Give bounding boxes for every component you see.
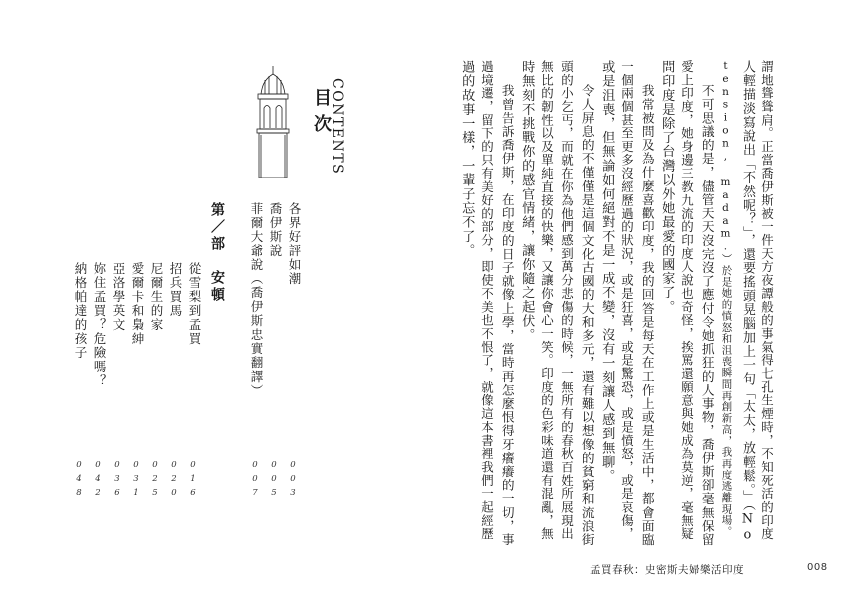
toc-entry-page: 016 — [188, 460, 198, 502]
body-text-column: 頭的小乞丐，而就在你為他們感到萬分悲傷的時候，一無所有的春秋百姓所展現出 — [559, 60, 575, 541]
text-page — [425, 0, 850, 603]
body-text-column: 過的故事一樣，一輩子忘不了。 — [459, 60, 475, 258]
toc-entry-title: 妳住孟買？危險嗎？ — [92, 262, 107, 388]
body-text-column: 不可思議的是，儘管天天沒完沒了應付令她抓狂的人事物，喬伊斯卻毫無保留 — [699, 84, 715, 547]
toc-entry-page: 005 — [269, 460, 279, 502]
body-text-column: 我曾告訴喬伊斯，在印度的日子就像上學，當時再怎麼恨得牙癢癢的一切，事 — [499, 84, 515, 547]
body-text-column: 我常被問及為什麼喜歡印度，我的回答是每天在工作上或是生活中，都會面臨 — [639, 84, 655, 547]
body-text-column: 令人屏息的不僅僅是這個文化古國的大和多元，還有難以想像的貧窮和流浪街 — [579, 84, 595, 547]
toc-entry-page: 003 — [288, 460, 298, 502]
toc-entry-title: 喬伊斯說 — [268, 202, 283, 258]
body-text-column: 問印度是除了台灣以外她最愛的國家了。 — [659, 60, 675, 314]
toc-entry-page: 007 — [250, 460, 260, 502]
contents-heading-zh: 目次 — [311, 88, 332, 140]
toc-entry-page: 020 — [169, 460, 179, 502]
page-number: 008 — [807, 562, 828, 573]
toc-entry-title: 招兵買馬 — [168, 262, 183, 318]
toc-entry-page: 036 — [112, 460, 122, 502]
body-text-column: 過境遷，留下的只有美好的部分，即使不美也不恨了，就像這本書裡我們一起經歷 — [479, 60, 495, 541]
toc-entry-title: 從雪梨到孟買 — [187, 262, 202, 346]
body-text-column: tension, madam.）於是她的憤怒和沮喪瞬間再創新高，我再度逃離現場。 — [719, 60, 732, 538]
toc-entry-page: 042 — [93, 460, 103, 502]
body-text-column: 愛上印度，她身邊三教九流的印度人說也奇怪，挨罵還願意與她成為莫逆，毫無疑 — [679, 60, 695, 541]
body-text-column: 時無刻不挑戰你的感官情緒，讓你隨之起伏。 — [519, 60, 535, 342]
toc-entry-title: 納格帕達的孩子 — [73, 262, 88, 360]
body-text-column: 謂地聳聳肩。正當喬伊斯被一件天方夜譚般的事氣得七孔生煙時，不知死活的印度 — [759, 60, 775, 541]
contents-heading-en: CONTENTS — [329, 78, 345, 176]
body-text-column: 或是沮喪，但無論如何絕對不是一成不變，沒有一刻讓人感到無聊。 — [599, 60, 615, 483]
toc-entry-title: 愛爾卡和梟紳 — [130, 262, 145, 346]
toc-entry-title: 各界好評如潮 — [287, 202, 302, 286]
toc-entry-title: 菲爾大爺說（喬伊斯忠實翻譯） — [249, 202, 264, 398]
body-text-column: 人輕描淡寫說出「不然呢？」，還要搖頭晃腦加上一句「太太，放輕鬆。」（No — [739, 60, 755, 544]
toc-entry-page: 031 — [131, 460, 141, 502]
toc-entry-page: 025 — [150, 460, 160, 502]
minaret-illustration — [253, 66, 293, 178]
body-text-column: 一個兩個甚至更多沒經歷過的狀況，或是狂喜，或是驚恐，或是憤怒，或是哀傷， — [619, 60, 635, 541]
toc-entry-title: 亞洛學英文 — [111, 262, 126, 332]
toc-entry-page: 048 — [74, 460, 84, 502]
toc-entry-title: 尼爾生的家 — [149, 262, 164, 332]
part-heading: 第／部 安頓 — [209, 202, 225, 304]
body-text-column: 無比的韌性以及單純直接的快樂，又讓你會心一笑。印度的色彩味道還有混亂，無 — [539, 60, 555, 541]
running-title: 孟買春秋：史密斯夫婦樂活印度 — [590, 564, 744, 576]
